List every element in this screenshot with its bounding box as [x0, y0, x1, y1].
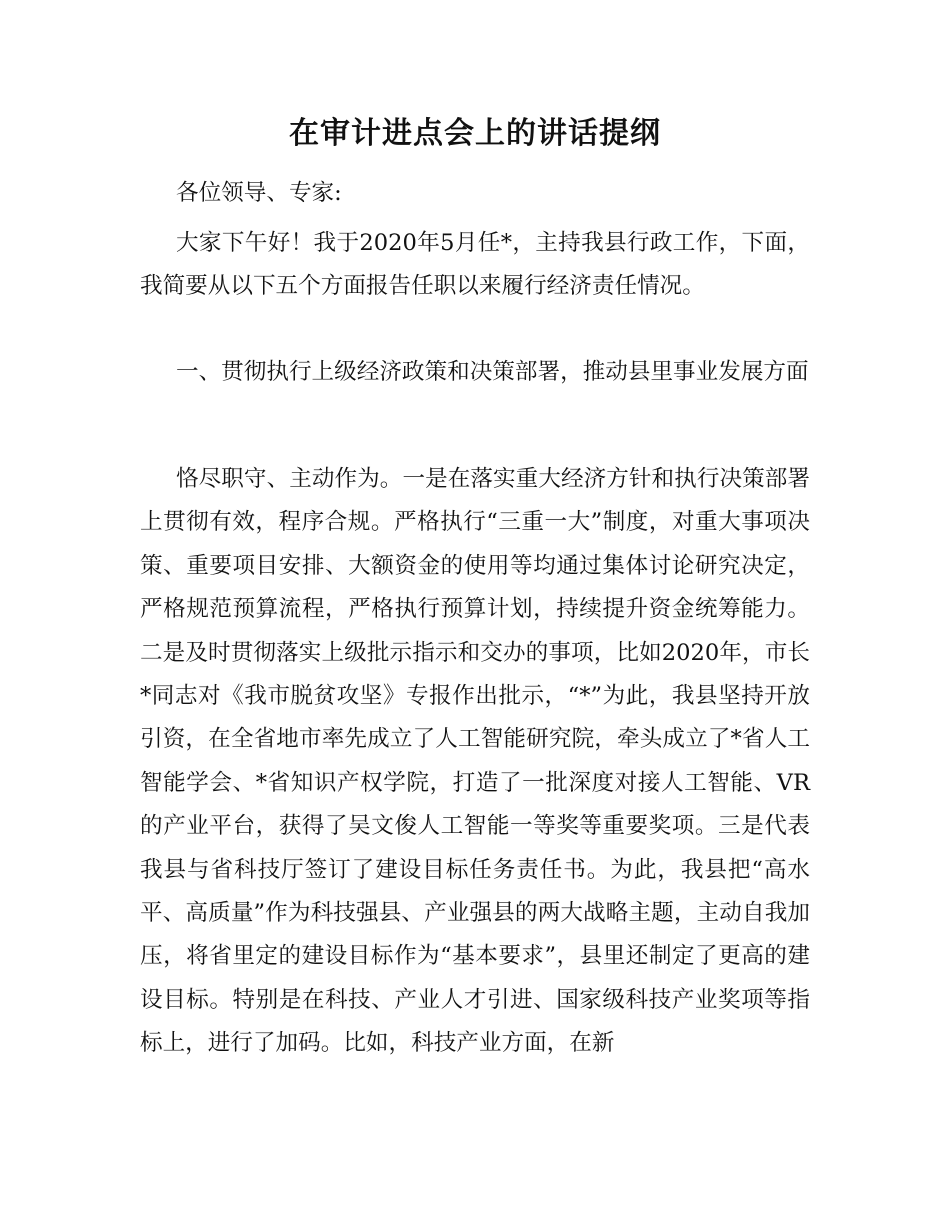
section-heading-1: 一、贯彻执行上级经济政策和决策部署，推动县里事业发展方面 — [176, 359, 809, 385]
document-title: 在审计进点会上的讲话提纲 — [289, 116, 661, 151]
section-1-paragraph: 恪尽职守、主动作为。一是在落实重大经济方针和执行决策部署上贯彻有效，程序合规。严格执行“三重一大”制度，对重大事项决策、重要项目安排、大额资金的使用等均通过集体讨论研究决定，严格规范预算流程，严格执行预算计划，持续提升资金统筹能力。二是及时贯彻落实上级批示指示和交办的事项，比如2020年，市长*同志对《我市脱贫攻坚》专报作出批示，“*”为此，我县坚持开放引资，在全省地市率先成立了人工智能研究院，牵头成立了*省人工智能学会、*省知识产权学院，打造了一批深度对接人工智能、VR的产业平台，获得了吴文俊人工智能一等奖等重要奖项。三是代表我县与省科技厅签订了建设目标任务责任书。为此，我县把“高水平、高质量”作为科技强县、产业强县的两大战略主题，主动自我加压，将省里定的建设目标作为“基本要求”，县里还制定了更高的建设目标。特别是在科技、产业人才引进、国家级科技产业奖项等指标上，进行了加码。比如，科技产业方面，在新 — [140, 466, 810, 1057]
greeting-line: 各位领导、专家: — [176, 180, 342, 206]
opening-paragraph: 大家下午好！我于2020年5月任*，主持我县行政工作，下面，我简要从以下五个方面报告任职以来履行经济责任情况。 — [140, 230, 810, 300]
